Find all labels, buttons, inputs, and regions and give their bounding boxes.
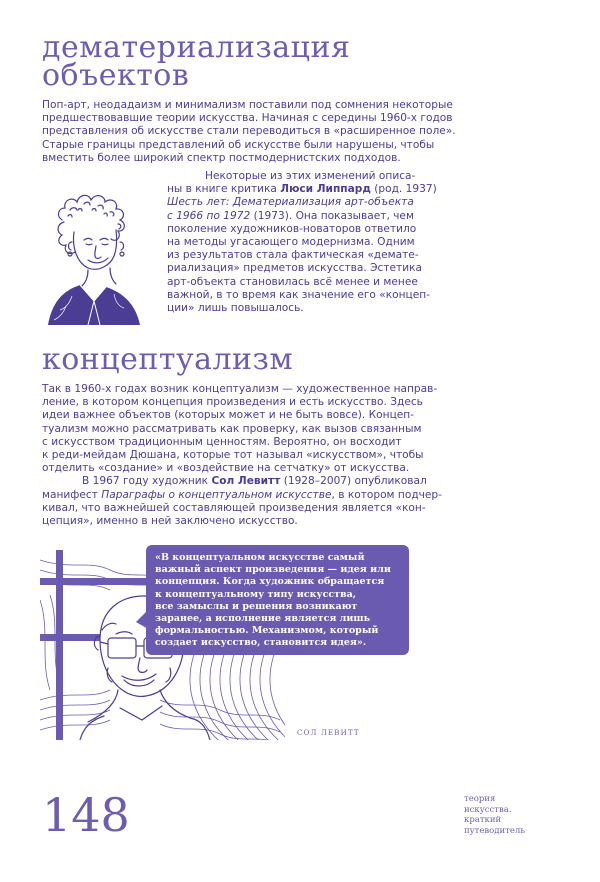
text-line: на методы угасающего модернизма. Одним xyxy=(167,236,415,249)
illustration-caption: СОЛ ЛЕВИТТ xyxy=(297,729,360,737)
text-line: кивал, что важнейшей составляющей произведения является «кон- xyxy=(42,501,426,514)
title-line: концептуализм xyxy=(42,342,294,377)
running-book-title xyxy=(464,794,525,836)
intro-paragraph xyxy=(42,99,456,165)
quote-line: к концептуальному типу искусства, xyxy=(155,588,357,600)
section-title-conceptualism xyxy=(42,342,294,377)
person-name-lewitt: Сол Левитт xyxy=(211,475,281,488)
text-line: с 1966 по 1972 (1973). Она показывает, чем xyxy=(167,209,414,222)
text-line: В 1967 году художник Сол Левитт (1928–2007) опубликовал xyxy=(82,475,427,488)
book-title-line: краткий xyxy=(464,815,502,825)
person-name-lippard: Люси Липпард xyxy=(280,183,371,196)
quote-line: формальностью. Механизмом, который xyxy=(155,625,379,637)
title-line: объектов xyxy=(42,58,190,93)
text-line: туализм можно рассматривать как проверку, как вызов связанным xyxy=(42,422,422,435)
text-line xyxy=(167,196,437,209)
quote-line: «В концептуальном искусстве самый xyxy=(155,552,365,563)
text-line: риализация» предметов искусства. Эстетика xyxy=(167,262,422,275)
quote-line: концепция. Когда художник обращается xyxy=(155,576,385,588)
page-number: 148 xyxy=(42,788,130,842)
quote-line: создает искусство, становится идея». xyxy=(155,637,367,649)
text-line: идеи важнее объектов (которых может и не быть вовсе). Концеп- xyxy=(42,409,415,422)
text-line: вместить более широкий спектр постмодернистских подходов. xyxy=(42,151,401,164)
quote-line: все замыслы и решения возникают xyxy=(155,600,358,612)
text-line: цепция», именно в ней заключено искусство. xyxy=(42,515,298,528)
conceptualism-paragraph xyxy=(42,383,442,528)
text-line: отделить «создание» и «воздействие на сетчатку» от искусства. xyxy=(42,462,410,475)
book-title-line: путеводитель xyxy=(464,825,525,836)
text-line: представления об искусстве стали переводиться в «расширенное поле». xyxy=(42,125,456,138)
text-line: из результатов стала фактическая «демате- xyxy=(167,249,419,262)
quote-line: важный аспект произведения — идея или xyxy=(155,564,391,576)
section-title-dematerialization xyxy=(42,30,351,93)
text-line: поколение художников-новаторов ответило xyxy=(167,222,417,235)
book-title-line: теория xyxy=(464,794,496,804)
book-title-italic: Шесть лет: Дематериализация арт-объекта xyxy=(167,196,414,209)
lucy-lippard-portrait xyxy=(40,180,158,325)
text-line: ление, в котором концепция произведения и есть искусство. Здесь xyxy=(42,396,423,409)
text-line: важной, в то время как значение его «концеп- xyxy=(167,288,431,301)
text-line: к реди-мейдам Дюшана, которые тот называл «искусством», чтобы xyxy=(42,449,424,462)
lewitt-quote-box xyxy=(146,545,409,655)
lippard-paragraph xyxy=(167,170,437,315)
text-line: ны в книге критика Люси Липпард (род. 1937) xyxy=(167,183,437,196)
text-line: ции» лишь повышалось. xyxy=(167,302,304,315)
book-title-line: искусства. xyxy=(464,804,512,815)
text-line: предшествовавшие теории искусства. Начиная с середины 1960-х годов xyxy=(42,112,453,125)
text-line: Некоторые из этих изменений описа- xyxy=(205,170,416,182)
text-line: с искусством традиционным ценностям. Вероятно, он восходит xyxy=(42,435,402,448)
text-line: манифест Параграфы о концептуальном искусстве, в котором подчер- xyxy=(42,488,442,501)
text-line: Так в 1960-х годах возник концептуализм — художественное направ- xyxy=(42,383,438,395)
text-line: Поп-арт, неодадаизм и минимализм поставили под сомнения некоторые xyxy=(42,99,453,111)
text-line: Старые границы представлений об искусстве были нарушены, чтобы xyxy=(42,138,435,151)
text-line: арт-объекта становилась всё менее и менее xyxy=(167,275,418,288)
quote-bubble-tail xyxy=(136,608,150,632)
manifesto-title-italic: Параграфы о концептуальном искусстве xyxy=(101,488,332,501)
title-line: дематериализация xyxy=(42,30,351,65)
quote-line: заранее, а исполнение является лишь xyxy=(155,613,371,625)
